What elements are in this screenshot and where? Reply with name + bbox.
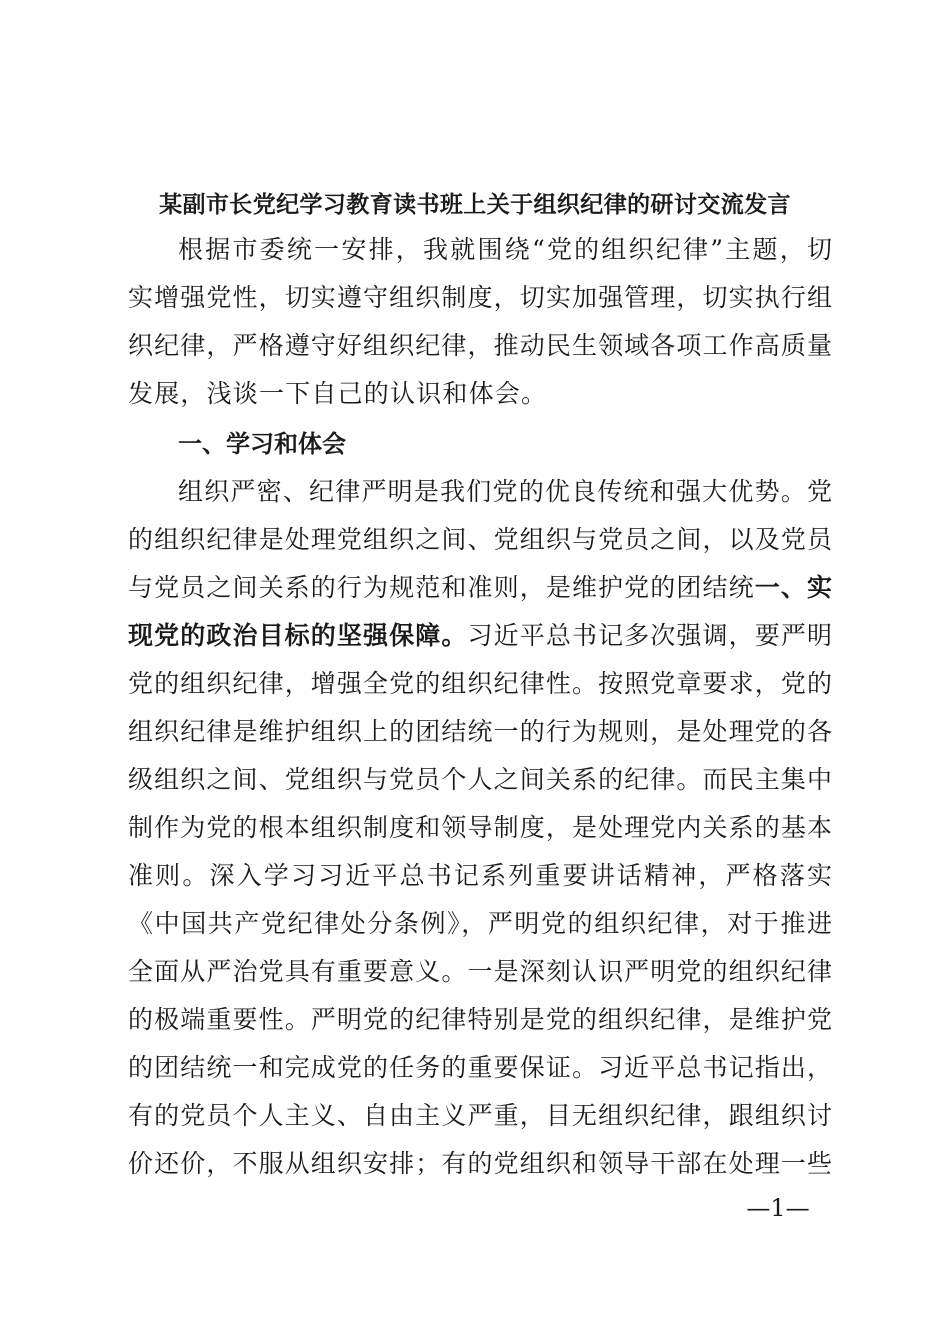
body-line-mixed — [128, 564, 832, 612]
body-line: 价还价，不服从组织安排；有的党组织和领导干部在处理一些 — [128, 1149, 832, 1178]
body-line: 准则。深入学习习近平总书记系列重要讲话精神，严格落实 — [128, 861, 832, 890]
intro-line: 根据市委统一安排，我就围绕“党的组织纪律”主题，切 — [178, 235, 832, 264]
body-line: 的组织纪律是处理党组织之间、党组织与党员之间，以及党员 — [128, 525, 832, 554]
body-line: 组织纪律是维护组织上的团结统一的行为规则，是处理党的各 — [128, 717, 832, 746]
body-line: 全面从严治党具有重要意义。一是深刻认识严明党的组织纪律 — [128, 957, 832, 986]
body-line: 制作为党的根本组织制度和领导制度，是处理党内关系的基本 — [128, 813, 832, 842]
body-line: 党的组织纪律，增强全党的组织纪律性。按照党章要求，党的 — [128, 669, 832, 698]
body-line: 的团结统一和完成党的任务的重要保证。习近平总书记指出， — [128, 1053, 832, 1082]
section-heading: 一、学习和体会 — [178, 430, 346, 458]
emphasis-text: 现党的政治目标的坚强保障。 — [128, 621, 468, 650]
body-line: 《中国共产党纪律处分条例》，严明党的组织纪律，对于推进 — [128, 909, 832, 938]
body-line: 组织严密、纪律严明是我们党的优良传统和强大优势。党 — [178, 477, 832, 506]
intro-line: 实增强党性，切实遵守组织制度，切实加强管理，切实执行组 — [128, 283, 832, 312]
intro-line: 织纪律，严格遵守好组织纪律，推动民生领域各项工作高质量 — [128, 331, 832, 360]
document-title: 某副市长党纪学习教育读书班上关于组织纪律的研讨交流发言 — [159, 192, 791, 218]
body-text: 与党员之间关系的行为规范和准则，是维护党的团结统 — [128, 573, 755, 602]
body-line: 有的党员个人主义、自由主义严重，目无组织纪律，跟组织讨 — [128, 1101, 832, 1130]
page-number: —1— — [746, 1194, 810, 1222]
body-line: 的极端重要性。严明党的纪律特别是党的组织纪律，是维护党 — [128, 1005, 832, 1034]
body-text: 习近平总书记多次强调，要严明 — [467, 621, 832, 650]
body-line: 级组织之间、党组织与党员个人之间关系的纪律。而民主集中 — [128, 765, 832, 794]
emphasis-text: 一、实 — [754, 573, 832, 602]
body-line-mixed — [128, 612, 832, 660]
intro-line: 发展，浅谈一下自己的认识和体会。 — [128, 379, 548, 408]
